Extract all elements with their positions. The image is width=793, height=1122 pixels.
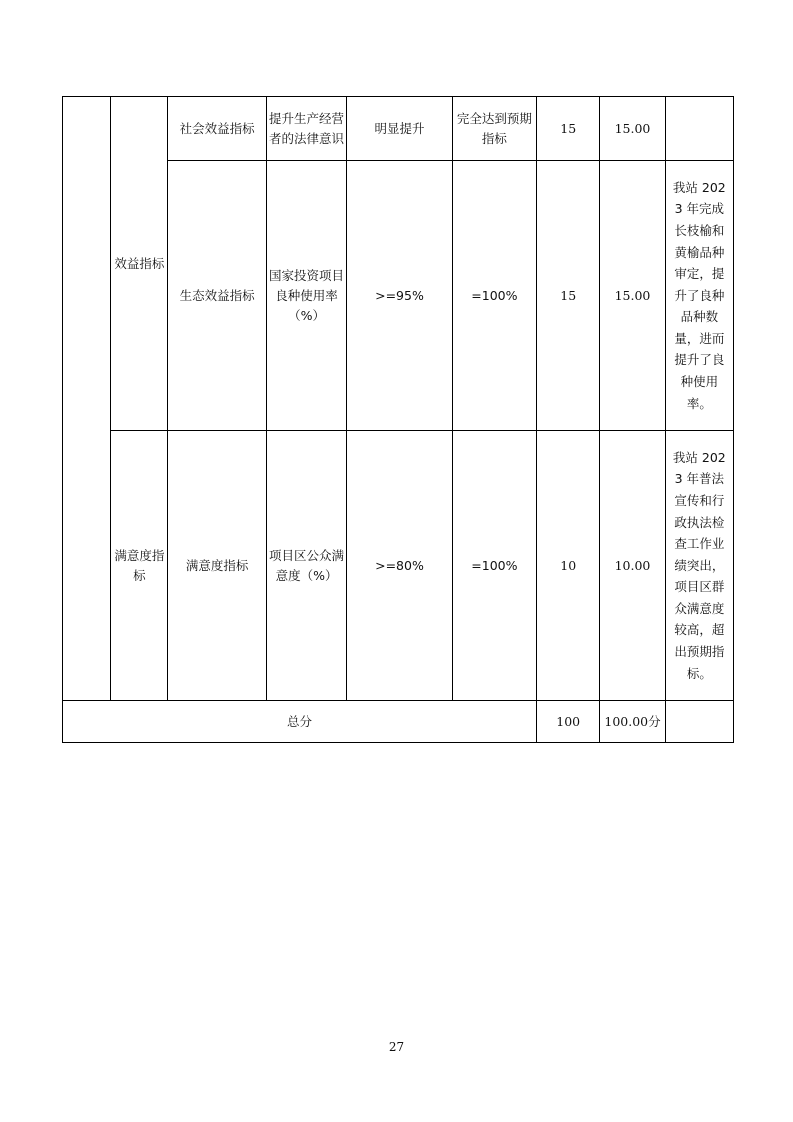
page-number: 27	[388, 1040, 405, 1054]
target-ecology-cell: >=95%	[347, 161, 452, 431]
target-satisfaction-cell: >=80%	[347, 431, 452, 701]
target-social-cell: 明显提升	[347, 97, 452, 161]
indicator-ecology-cell: 国家投资项目良种使用率（%）	[266, 161, 346, 431]
actual-social-cell: 完全达到预期指标	[452, 97, 536, 161]
total-remark-cell	[665, 701, 733, 743]
total-weight-cell: 100	[537, 701, 600, 743]
weight-social-cell: 15	[537, 97, 600, 161]
remark-ecology-cell: 我站 2023 年完成长枝榆和黄榆品种审定，提升了良种品种数量，进而提升了良种使用率。	[665, 161, 733, 431]
tier2-social-cell: 社会效益指标	[168, 97, 266, 161]
tier0-cell	[63, 97, 111, 701]
actual-ecology-cell: =100%	[452, 161, 536, 431]
performance-indicator-table	[62, 96, 734, 743]
indicator-social-cell: 提升生产经营者的法律意识	[266, 97, 346, 161]
weight-satisfaction-cell: 10	[537, 431, 600, 701]
weight-ecology-cell: 15	[537, 161, 600, 431]
remark-social-cell	[665, 97, 733, 161]
tier1-satisfaction-cell: 满意度指标	[111, 431, 168, 701]
actual-satisfaction-cell: =100%	[452, 431, 536, 701]
total-score-cell: 100.00分	[600, 701, 665, 743]
tier2-ecology-cell: 生态效益指标	[168, 161, 266, 431]
remark-satisfaction-cell: 我站 2023 年普法宣传和行政执法检查工作业绩突出，项目区群众满意度较高，超出预期指标。	[665, 431, 733, 701]
table-row-total	[63, 701, 734, 743]
tier1-effect-cell: 效益指标	[111, 97, 168, 431]
score-satisfaction-cell: 10.00	[600, 431, 665, 701]
table-row-social	[63, 97, 734, 161]
score-ecology-cell: 15.00	[600, 161, 665, 431]
indicator-satisfaction-cell: 项目区公众满意度（%）	[266, 431, 346, 701]
total-label-cell: 总分	[63, 701, 537, 743]
table-row-satisfaction	[63, 431, 734, 701]
score-social-cell: 15.00	[600, 97, 665, 161]
tier2-satisfaction-cell: 满意度指标	[168, 431, 266, 701]
